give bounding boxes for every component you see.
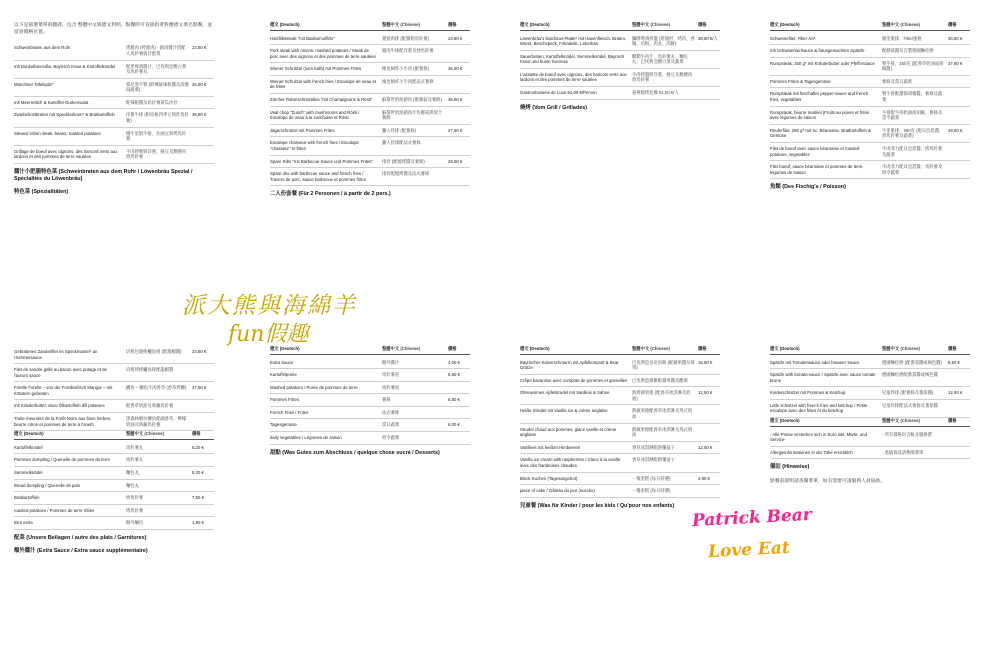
menu-row bbox=[270, 45, 470, 63]
dish-price: 33,80 € bbox=[192, 349, 207, 354]
dish-name-de: Spare Ribs "mit Barbecue-Sauce und Pommes Frites" bbox=[270, 158, 373, 164]
dish-name-de: Crêpe bavaroise avec compote de pommes et groseilles bbox=[520, 377, 628, 383]
panel-content bbox=[14, 346, 214, 555]
menu-row bbox=[14, 505, 214, 518]
dish-name-zh: 蘇黎世奶油豬肉 (配蘑菇及薯餅) bbox=[382, 97, 442, 103]
dish-name-de: Brot extra bbox=[14, 520, 33, 526]
dish-name-zh: - 過敏資訊請參閱菜單 bbox=[882, 449, 924, 455]
dish-name-de: Gebratenes Zanderfilet im Speckmantel* an Hummersauce bbox=[14, 349, 98, 360]
menu-row bbox=[770, 45, 970, 58]
column-header-price: 價格 bbox=[948, 418, 957, 424]
dish-name-zh: 獵人炸排 (配薯條) bbox=[382, 127, 417, 133]
dish-name-zh: 香草冰淇淋配熱覆盆子 bbox=[632, 457, 675, 463]
dish-price: 7,50 € bbox=[192, 495, 204, 501]
column-header-zh: 整體中文 (Chinese) bbox=[632, 22, 670, 27]
dish-name-zh: 熱烤蘋果捲 (配香草冰淇淋及奶油) bbox=[632, 390, 691, 401]
menu-row bbox=[520, 357, 720, 375]
dish-name-de: Sauerbraten, Kartoffelknödel, Semmelknödel, Bayrisch Kraut und bunte Gemüse bbox=[520, 53, 625, 65]
dish-price: 29,50 € bbox=[448, 158, 463, 164]
dish-name-de: piece of cake / Gâteau du jour (succès) bbox=[520, 488, 595, 494]
column-header-de: 德文 (Deutsch) bbox=[520, 22, 550, 27]
dish-name-de: Rinderfilet, 250 g* mit Sc. Béarnaise, Bratkartoffeln & Gemüse bbox=[770, 127, 871, 139]
column-header-price: 價格 bbox=[948, 22, 957, 27]
dish-name-de: Pommes Frites bbox=[270, 397, 299, 403]
menu-row bbox=[14, 61, 214, 79]
menu-row bbox=[270, 107, 470, 125]
dish-name-zh: 烤馬鈴薯 bbox=[126, 507, 144, 513]
column-header-zh: 整體中文 (Chinese) bbox=[882, 346, 920, 351]
menu-row bbox=[270, 394, 470, 407]
dish-name-de: daily vegetables / Légumes de saison bbox=[270, 435, 342, 441]
dish-name-de: Filet de boeuf avec sauce béarnaise et roasted potatoes, vegetables bbox=[770, 145, 860, 157]
dish-name-de: French Fries / Frites bbox=[270, 409, 309, 415]
dish-name-de: Jägerschnitzel mit Pommes Frites bbox=[270, 127, 335, 133]
dish-name-zh: 豬頸肉排 (配羅勒馬鈴薯) bbox=[382, 35, 430, 41]
dish-name-de: roasted potatoes / Pommes de terre rôties bbox=[14, 507, 95, 513]
menu-row bbox=[270, 76, 470, 94]
dish-name-de: Wiener Schnitzel with french fries / Escalope de veau et de frites bbox=[270, 78, 377, 90]
dish-name-de: Kartoffelpürée bbox=[270, 372, 297, 378]
column-header-zh: 整體中文 (Chinese) bbox=[882, 418, 920, 424]
dish-name-de: Grillage de boeuf avec oignons, des haricots verts aux lardons et des pommes de terre sautées bbox=[14, 148, 118, 160]
calligraphy-line-1: 派大熊與海綿羊 bbox=[182, 293, 357, 319]
dish-name-zh: 烤豬肉 (烤豬肉) · 豬肉醬汁搭配大馬鈴薯與甘藍菜 bbox=[126, 45, 186, 56]
dish-name-de: Extra Sauce bbox=[270, 359, 294, 365]
dish-price: 12,50 € bbox=[698, 390, 713, 396]
menu-row bbox=[770, 58, 970, 76]
dish-price: 35,80 € bbox=[192, 112, 207, 118]
dish-price: 49,50 € bbox=[948, 127, 963, 133]
signature-line-1: Patrick Bear bbox=[691, 504, 813, 532]
dish-name-zh: 德國麵疙瘩 (配番茄醬或褐色醬) bbox=[882, 359, 942, 365]
dish-name-zh: 豬肉牛排配洋蔥及炒馬鈴薯 bbox=[382, 48, 434, 54]
menu-row bbox=[14, 382, 214, 400]
dish-price: 4,00 € bbox=[448, 359, 460, 365]
menu-row bbox=[770, 429, 970, 447]
section-title: 魚類 (Des Fischig's / Poisson) bbox=[770, 184, 846, 191]
dish-price: 5,20 € bbox=[192, 469, 204, 475]
menu-row bbox=[14, 42, 214, 60]
column-header bbox=[770, 22, 970, 31]
dish-name-zh: 牛肉烤牌與洋蔥，綠豆及煙燻肉炒馬鈴薯 bbox=[126, 148, 187, 160]
footnote: 點餐前說明請查閱菜單，如有需要可請服務人員協助。 bbox=[770, 478, 886, 484]
dish-price: 6,00 € bbox=[448, 422, 460, 428]
column-header-de: 德文 (Deutsch) bbox=[520, 346, 550, 351]
dish-name-de: Heiße Strudel mit vanilla ice & crème anglaise bbox=[520, 408, 608, 414]
dish-price: 6,50 € bbox=[448, 397, 460, 403]
dish-price: 37,50 € bbox=[192, 385, 207, 391]
page-intro: 以下是節選菜單的翻譯，包含 整體中文與德文對照，點餐時可直接指著對應德文菜名點餐，並留意價格位置。 bbox=[14, 23, 213, 36]
dish-name-zh: 牛里肌排，250克 (配貝亞恩醬、炒馬鈴薯及蔬菜) bbox=[882, 127, 944, 139]
dish-name-zh: 當日蔬菜 bbox=[382, 422, 400, 428]
menu-row bbox=[270, 94, 470, 107]
dish-name-de: - Alle Preise verstehen sich in Euro inkl. MwSt. und Service- bbox=[770, 431, 867, 443]
section-title: 備註 (Hinweise) bbox=[770, 464, 810, 471]
dish-name-zh: 獵人炸排配法式薯條 bbox=[382, 140, 421, 146]
dish-name-zh: 巴伐利亞薄餅配蘋果醬及醋栗 bbox=[632, 377, 688, 383]
dish-name-de: Pork steak with onions, mashed potatoes / Steak de porc avec des oignons et des pommes de terre sautées bbox=[270, 48, 376, 59]
dish-name-de: Semmelknödel bbox=[14, 469, 43, 475]
section-title: 燒烤 (Vom Grill / Grillades) bbox=[520, 104, 587, 111]
dish-name-zh: 馬鈴薯泥 bbox=[382, 372, 400, 378]
dish-name-zh: 馬鈴薯丸 bbox=[126, 444, 144, 450]
menu-row bbox=[520, 87, 720, 100]
dish-price: 12,50 € bbox=[948, 390, 963, 396]
dish-name-zh: 一塊蛋糕 (每日特選) bbox=[632, 488, 671, 494]
menu-row bbox=[14, 492, 214, 505]
menu-row bbox=[270, 137, 470, 155]
dish-name-de: Tagesgemüse bbox=[270, 422, 297, 428]
dish-name-zh: 培根包裹梭鱸魚排 (配龍蝦醬) bbox=[126, 349, 182, 354]
dish-name-zh: 熱蘋果捲配香草冰淇淋及英式奶油 bbox=[632, 408, 693, 420]
menu-row bbox=[14, 467, 214, 480]
dish-name-zh: 醋燜牛肉片、馬鈴薯丸、麵包丸、巴伐利亞酸白菜及蔬菜 bbox=[632, 53, 688, 65]
dish-name-zh: 臀牛排配濃郁胡椒醬，薯條及蔬菜 bbox=[882, 91, 943, 103]
column-header-de: 德文 (Deutsch) bbox=[270, 22, 300, 27]
panel-content bbox=[520, 22, 720, 112]
menu-row bbox=[520, 454, 720, 472]
menu-row bbox=[270, 357, 470, 370]
dish-name-zh: 時令蔬菜 bbox=[382, 435, 400, 441]
menu-row bbox=[14, 413, 214, 431]
menu-panel-2-top bbox=[270, 22, 470, 205]
dish-name-zh: 麵包丸 bbox=[126, 482, 139, 488]
dish-price: 15,50 € bbox=[698, 359, 713, 365]
signature-line-2: Love Eat bbox=[707, 537, 791, 563]
dish-name-de: Vanillieis mit heißen Himbeeren bbox=[520, 444, 581, 450]
dish-name-de: Rumpsteak, beurre maitriel (Fruits au poivre et frites avec légumes de saison bbox=[770, 109, 870, 121]
dish-name-zh: 德國麵疙瘩配番茄醬或褐色醬 bbox=[882, 372, 938, 378]
dish-price: 36,80 € bbox=[948, 35, 963, 41]
menu-row bbox=[770, 88, 970, 106]
menu-row bbox=[770, 125, 970, 143]
dish-name-zh: 兒童炸排 (配薯條及番茄醬) bbox=[882, 390, 934, 396]
dish-name-zh: 維也納炸小牛肉配法式薯條 bbox=[382, 78, 434, 84]
dish-name-de: Spare ribs with barbecue sauce and french fries / Travers de porc, sauce barbecue et pommes frites bbox=[270, 171, 366, 182]
menu-panel-2-bottom bbox=[270, 346, 470, 463]
dish-name-zh: 牛肉菲力配貝亞恩醬，馬鈴薯及時令蔬菜 bbox=[882, 164, 943, 175]
dish-name-de: Allergieinformationen in der Tafel ersichtlich bbox=[770, 449, 853, 455]
dish-name-zh: 牛排配牛排奶油或胡椒，薯條及當令蔬菜 bbox=[882, 109, 943, 121]
menu-row bbox=[270, 432, 470, 445]
dish-price: 23,80 € bbox=[448, 35, 463, 41]
dish-name-de: Truite meunière de la Forêt Noire aux fines herbes, beurre citron et pommes de terre à l'aneth bbox=[14, 416, 112, 427]
dish-name-zh: 排骨 (配燒烤醬及薯條) bbox=[382, 158, 425, 164]
dish-name-de: Pommes dumpling / Quenelle de pommes de terre bbox=[14, 457, 111, 463]
dish-price: 1,80 € bbox=[192, 520, 204, 526]
column-header-de: 德文 (Deutsch) bbox=[14, 431, 44, 437]
dish-name-de: Filet boeuf, sauce béarnaise et pommes de terre, légumes de saison bbox=[770, 164, 864, 175]
menu-row bbox=[14, 364, 214, 382]
menu-row bbox=[770, 143, 970, 161]
menu-row bbox=[270, 33, 470, 46]
dish-name-de: Gastronbraterie de Luxe 51,00 €/Person bbox=[520, 90, 597, 96]
menu-row bbox=[770, 387, 970, 400]
menu-row bbox=[770, 369, 970, 387]
column-header bbox=[520, 22, 720, 31]
dish-price: 37,80 € bbox=[948, 60, 963, 66]
dish-name-de: L'assiette de boeuf avec oignons, des haricots verts aux lardons et des pommes de terre sautées bbox=[520, 71, 627, 83]
dish-name-de: Rumpsteak, 250 g* mit Kräuterbutter oder Pfeffersauce bbox=[770, 60, 875, 66]
menu-row bbox=[14, 97, 214, 110]
section-title: 醬汁小肥腸特色菜 (Schweinbraten aus dem Rohr / Löwenbräu Spezial / Spécialités du Löwenbräu) bbox=[14, 168, 193, 183]
dish-name-de: Strudel chaud aux pommes, glace vanille et crème anglaise bbox=[520, 426, 617, 438]
section-title: 二人份套餐 (Für 2 Personen / à partir de 2 pers.) bbox=[270, 191, 391, 198]
menu-row bbox=[14, 517, 214, 530]
menu-row bbox=[14, 109, 214, 127]
menu-row bbox=[270, 419, 470, 432]
dish-price: 9,50 € bbox=[948, 359, 960, 365]
dish-name-zh: 燉牛里肌牛排，佐豌豆與烤馬鈴薯 bbox=[126, 130, 187, 142]
column-header bbox=[770, 418, 970, 427]
column-header bbox=[14, 431, 214, 440]
menu-row bbox=[520, 375, 720, 388]
dish-name-de: Schweinbraten aus dem Rohr bbox=[14, 45, 71, 51]
column-header-price: 價格 bbox=[698, 22, 707, 27]
dish-name-zh: 獅牌啤酒拼盤 (烤豬肘、烤肉、香腸、培根、肉丸、肉餅) bbox=[632, 35, 695, 47]
menu-row bbox=[520, 442, 720, 455]
dish-name-zh: 一塊蛋糕 (每日特選) bbox=[632, 475, 671, 481]
menu-row bbox=[14, 146, 214, 164]
column-header bbox=[770, 346, 970, 355]
section-title: 兒童餐 (Was für Kinder / pour les kids / Qu'pour nos enfants) bbox=[520, 502, 675, 509]
menu-row bbox=[14, 442, 214, 455]
column-header-zh: 整體中文 (Chinese) bbox=[382, 22, 420, 27]
dish-name-zh: 牛肉菲力配貝亞恩醬，烤馬鈴薯及蔬菜 bbox=[882, 145, 943, 157]
dish-name-zh: 兒童炸排配法式薯條及番茄醬 bbox=[882, 402, 938, 408]
dish-name-de: mit Dunkelbiersoße, Bayrisch Kraut & Kartoffelknödel bbox=[14, 63, 116, 69]
menu-row bbox=[14, 480, 214, 493]
dish-name-de: Block Kuchen (Tagesangebot) bbox=[520, 475, 578, 481]
menu-row bbox=[14, 346, 214, 364]
dish-name-de: Forelle Forelle – von der Forellenfisch Mangar – mit Kräutern gebraten bbox=[14, 385, 113, 396]
dish-name-de: Löwenbräu's Saichaus-Platte* mit Haxenfleisch, Braten, Würst, Beschspeck, Frikadelle, Leberkäs bbox=[520, 35, 627, 47]
menu-row bbox=[14, 128, 214, 146]
dish-name-zh: 麵包丸 bbox=[126, 469, 139, 475]
dish-name-de: mit Meerrettich & Kartoffel-Gurkensalat bbox=[14, 99, 89, 105]
menu-row bbox=[520, 405, 720, 423]
column-header-zh: 整體中文 (Chinese) bbox=[632, 346, 670, 351]
dish-name-de: Bread dumpling / Quenelle de pain bbox=[14, 482, 81, 488]
column-header-zh: 整體中文 (Chinese) bbox=[882, 22, 920, 27]
dish-name-zh: 配黑啤酒醬汁、巴伐利亞酸白菜及馬鈴薯丸 bbox=[126, 63, 187, 75]
dish-name-de: Bayrischer Kaiserschmarrn mit Apfelkompott & Bear Grütze bbox=[520, 359, 619, 371]
column-header-de: 德文 (Deutsch) bbox=[770, 418, 800, 424]
column-header-price: 價格 bbox=[192, 431, 201, 437]
dish-price: 12,50 € bbox=[698, 444, 713, 450]
dish-name-zh: 馬鈴薯泥 bbox=[382, 384, 400, 390]
column-header-price: 價格 bbox=[698, 346, 707, 351]
dish-name-zh: 臀牛排，250克 (配香草奶油或胡椒醬) bbox=[882, 60, 944, 72]
dish-name-zh: 香草冰淇淋配熱覆盆子 bbox=[632, 444, 675, 450]
menu-row bbox=[770, 447, 970, 460]
menu-row bbox=[770, 107, 970, 125]
dish-price: 26,50 € bbox=[192, 81, 207, 87]
dish-name-zh: 培根烤梭鱸魚排配龍蝦醬 bbox=[126, 367, 174, 373]
menu-row bbox=[770, 357, 970, 370]
dish-name-zh: 配蘑菇醬及自製德國麵疙瘩 bbox=[882, 48, 934, 54]
dish-name-zh: 豬里肌排，Filter風格 bbox=[882, 35, 922, 41]
dish-name-de: Mashed potatoes / Purée de pommes de terre bbox=[270, 384, 358, 390]
dish-name-zh: 維也納炸小牛肉 (配薯條) bbox=[382, 66, 430, 72]
menu-row bbox=[770, 76, 970, 89]
dish-name-zh: 配香草奶油及蒔蘿馬鈴薯 bbox=[126, 403, 174, 409]
dish-name-de: Escalope chasseur with french fries / Escalope "chasseur" et frites bbox=[270, 140, 359, 151]
dish-name-de: Ofenwarmes Apfelstrudel mit Vanilleis & Sahne bbox=[520, 390, 610, 396]
menu-row bbox=[14, 400, 214, 413]
menu-row bbox=[270, 407, 470, 420]
dish-name-zh: 豪華燒烤套餐 51,00 €/人 bbox=[632, 90, 679, 96]
column-header bbox=[270, 22, 470, 31]
dish-name-de: Spätzle with tomato-sauce / Spätzle avec sauce tomate brune bbox=[770, 372, 876, 383]
menu-panel-4-bottom bbox=[770, 346, 970, 491]
column-header-de: 德文 (Deutsch) bbox=[270, 346, 300, 351]
dish-price: 6,50 € bbox=[448, 372, 460, 378]
dish-name-zh: 巴伐利亞皇帝煎餅 (配蘋果醬及莓果) bbox=[632, 359, 695, 371]
dish-name-de: Veal chop "Zurich" with mushrooms and Rösti / Escalope de veau à la zurichoise et Rösti bbox=[270, 109, 360, 121]
column-header-zh: 整體中文 (Chinese) bbox=[126, 431, 164, 437]
dish-name-de: Halsfilletsteak "mit Basilurmoffeln" bbox=[270, 35, 335, 41]
dish-price: 4,80 € bbox=[698, 475, 710, 481]
dish-name-zh: 蘇黎世奶油豬肉片佐蘑菇與瑞士薯餅 bbox=[382, 109, 443, 121]
column-header-zh: 整體中文 (Chinese) bbox=[382, 346, 420, 351]
dish-name-de: Kinderschnitzel mit Pommes & Ketchup bbox=[770, 390, 846, 396]
menu-panel-3-top bbox=[520, 22, 720, 118]
dish-name-zh: 額外麵包 bbox=[126, 520, 144, 526]
section-title: 特色菜 (Spezialitäten) bbox=[14, 189, 69, 196]
section-title: 額外醬汁 (Extra Sauce / Extra sauce supplémentaire) bbox=[14, 548, 148, 555]
dish-name-zh: 鱒魚 – 鱒魚牛肉香草 (香草烤鱒) bbox=[126, 385, 187, 391]
dish-name-de: Stewed sirloin steak, beans, roasted potatoes bbox=[14, 130, 101, 136]
dish-name-de: mit Kräuterbutter, dazu Ölkartoffeln dill potatoes bbox=[14, 403, 105, 409]
panel-content bbox=[770, 22, 970, 192]
dish-name-de: Schweinefilet, Filter Art* bbox=[770, 35, 816, 41]
menu-panel-4-top bbox=[770, 22, 970, 198]
column-header-price: 價格 bbox=[448, 22, 457, 27]
menu-panel-3-bottom bbox=[520, 346, 720, 516]
dish-name-de: Rumpsteak mit herzhafter pepper-sauce and french fries, vegetables bbox=[770, 91, 869, 103]
dish-name-zh: 薯條 bbox=[382, 397, 391, 403]
dish-name-de: Pommes Frites & Tagesgemüse bbox=[770, 78, 831, 84]
section-title: 甜點 (Was Gutes zum Abschluss / quelque chose sucré / Desserts) bbox=[270, 449, 440, 456]
menu-row bbox=[520, 473, 720, 486]
dish-name-zh: 薯條及當日蔬菜 bbox=[882, 78, 913, 84]
menu-row bbox=[770, 400, 970, 418]
dish-name-zh: 法式薯條 bbox=[382, 409, 400, 415]
dish-price: 5,20 € bbox=[192, 444, 204, 450]
column-header-price: 價格 bbox=[448, 346, 457, 351]
dish-name-de: Zwiebelrostbraten mit Speckbohnen* & Bratkartoffeln bbox=[14, 112, 115, 118]
dish-name-zh: 配辣根醬及馬鈴薯黃瓜沙拉 bbox=[126, 99, 178, 105]
menu-row bbox=[270, 156, 470, 169]
menu-row bbox=[520, 51, 720, 69]
dish-name-de: Filet de sandre grillé au bacon avec potage et de l'aurum sauce bbox=[14, 367, 107, 378]
dish-name-de: Kartoffelknödel bbox=[14, 444, 43, 450]
menu-row bbox=[520, 424, 720, 442]
column-header bbox=[520, 346, 720, 355]
dish-name-de: mit Schwammerlsauce & hausgemachten Spätzle bbox=[770, 48, 865, 54]
menu-row bbox=[770, 161, 970, 179]
panel-content bbox=[14, 42, 214, 196]
dish-name-zh: 牛肉烤盤與洋蔥，綠豆及煙燻肉炒馬鈴薯 bbox=[632, 71, 693, 83]
dish-name-de: Bratkartoffeln bbox=[14, 495, 40, 501]
dish-name-zh: 排骨配燒烤醬及法式薯條 bbox=[382, 171, 430, 177]
panel-content bbox=[270, 346, 470, 457]
dish-price: 27,50 € bbox=[448, 127, 463, 133]
menu-row bbox=[270, 63, 470, 76]
menu-row bbox=[270, 382, 470, 395]
column-header-de: 德文 (Deutsch) bbox=[770, 346, 800, 351]
dish-name-de: Vanilla ice cream with raspberries / Glace à la vanille avec des framboises chaudes bbox=[520, 457, 621, 468]
dish-name-de: Little schnitzel with french fries and ketchup / Petite escalope avec des frites et du ketchup bbox=[770, 402, 868, 414]
dish-name-de: Zürcher Rahmschnitzelles "mit Champignons & Rösti" bbox=[270, 97, 373, 103]
menu-row bbox=[770, 33, 970, 46]
menu-panel-1-top bbox=[14, 22, 214, 203]
panel-content bbox=[520, 346, 720, 510]
menu-row bbox=[520, 387, 720, 405]
section-title: 配菜 (Unsere Beilagen / autre des plats / Garnitures) bbox=[14, 534, 147, 541]
dish-price: 36,50 € bbox=[448, 97, 463, 103]
calligraphy-line-2: fun假趣 bbox=[228, 322, 309, 347]
menu-row bbox=[14, 454, 214, 467]
dish-name-zh: 熱蘋果捲配香草冰淇淋及英式奶油 bbox=[632, 426, 693, 438]
dish-name-zh: 黑森林磨坊鱒魚配細香草，檸檬奶油及蒔蘿馬鈴薯 bbox=[126, 416, 187, 427]
dish-name-de: Wiener Schnitzel (vom Kalb) mit Pommes Frites bbox=[270, 66, 362, 72]
menu-row bbox=[520, 33, 720, 51]
menu-row bbox=[520, 485, 720, 498]
dish-name-zh: 洋蔥牛排 (附培根四季豆與炸馬鈴薯) bbox=[126, 112, 189, 123]
dish-price: 22,50 € bbox=[192, 45, 207, 51]
dish-name-zh: 額外醬汁 bbox=[382, 359, 400, 365]
menu-row bbox=[270, 168, 470, 186]
dish-price: 39,80 €/人 bbox=[698, 35, 718, 41]
menu-panel-1-bottom bbox=[14, 346, 214, 561]
menu-row bbox=[14, 79, 214, 97]
dish-name-zh: 馬鈴薯丸 bbox=[126, 457, 144, 463]
dish-price: 36,50 € bbox=[448, 66, 463, 72]
dish-name-de: Münchner Tafelspitz* bbox=[14, 81, 54, 87]
dish-name-zh: - 所有價格均含稅及服務費 bbox=[882, 431, 932, 437]
menu-row bbox=[520, 69, 720, 87]
menu-row bbox=[270, 369, 470, 382]
column-header-price: 價格 bbox=[948, 346, 957, 351]
panel-content bbox=[770, 346, 970, 472]
panel-content bbox=[270, 22, 470, 199]
dish-name-zh: 慕尼黑牛臀 (附傳統辣根醬及清燉湯蔬菜) bbox=[126, 81, 189, 93]
dish-name-zh: 炒馬鈴薯 bbox=[126, 495, 144, 501]
dish-name-de: Spätzle mit Tomatensauce oder brauner Sauce bbox=[770, 359, 860, 365]
column-header-de: 德文 (Deutsch) bbox=[770, 22, 800, 27]
menu-row bbox=[270, 125, 470, 138]
